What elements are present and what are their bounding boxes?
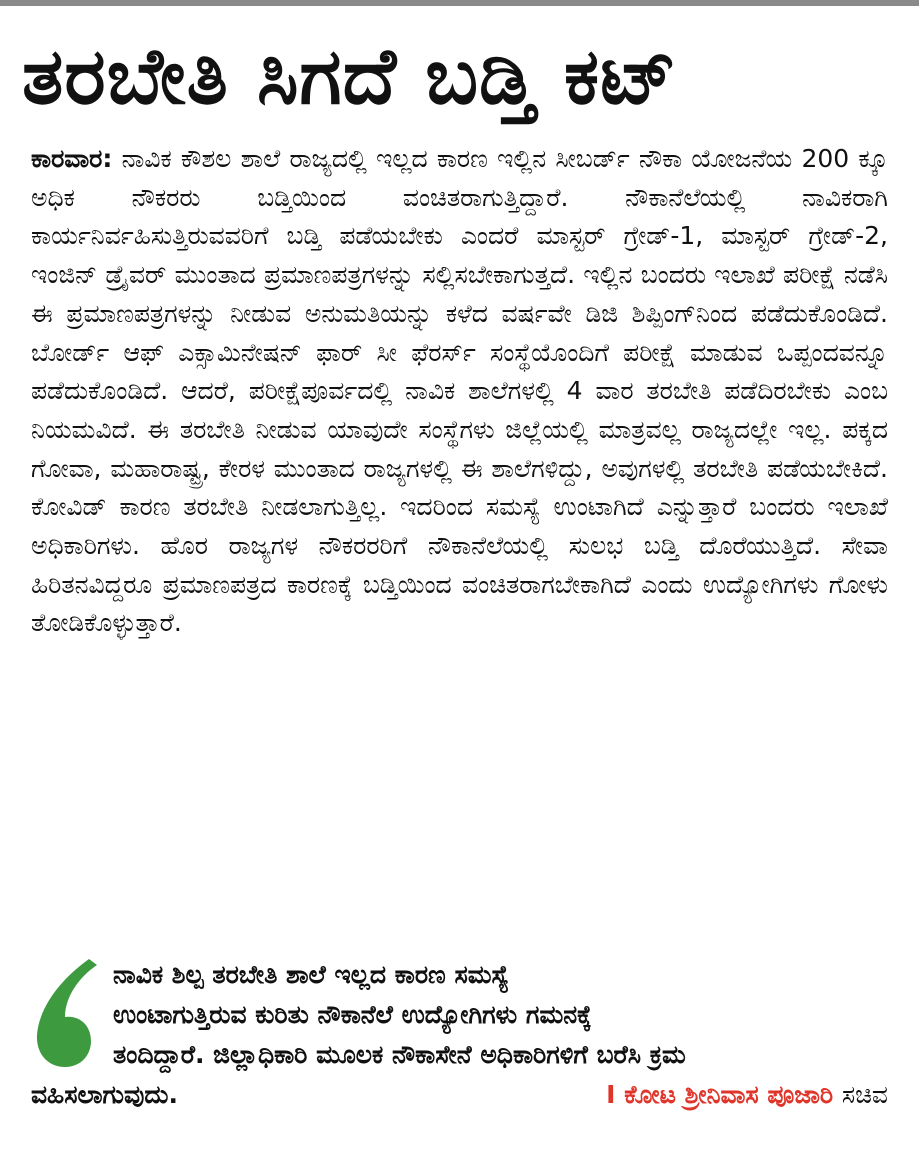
attribution-bar: I: [606, 1080, 616, 1109]
attribution-name: ಕೋಟ ಶ್ರೀನಿವಾಸ ಪೂಜಾರಿ: [624, 1080, 834, 1109]
pull-quote-line-2: ಉಂಟಾಗುತ್ತಿರುವ ಕುರಿತು ನೌಕಾನೆಲೆ ಉದ್ಯೋಗಿಗಳು ಗಮನಕ್ಕೆ: [113, 1000, 592, 1029]
opening-quote-icon: [31, 955, 111, 1070]
top-rule: [0, 0, 919, 6]
article-body: [31, 140, 888, 945]
pull-quote-line-1: ನಾವಿಕ ಶಿಲ್ಪ ತರಬೇತಿ ಶಾಲೆ ಇಲ್ಲದ ಕಾರಣ ಸಮಸ್ಯೆ: [113, 960, 510, 989]
quote-attribution: [524, 1075, 888, 1115]
pull-quote: [31, 955, 888, 1145]
article-headline: ತರಬೇತಿ ಸಿಗದೆ ಬಡ್ತಿ ಕಟ್: [22, 32, 678, 122]
pull-quote-line-3: ತಂದಿದ್ದಾರೆ. ಜಿಲ್ಲಾಧಿಕಾರಿ ಮೂಲಕ ನೌಕಾಸೇನೆ ಅಧಿಕಾರಿಗಳಿಗೆ ಬರೆಸಿ ಕ್ರಮ: [113, 1040, 686, 1069]
attribution-role: ಸಚಿವ: [841, 1080, 888, 1109]
pull-quote-line-4: ವಹಿಸಲಾಗುವುದು.: [31, 1080, 178, 1109]
article-body-text: ನಾವಿಕ ಕೌಶಲ ಶಾಲೆ ರಾಜ್ಯದಲ್ಲಿ ಇಲ್ಲದ ಕಾರಣ ಇಲ್ಲಿನ ಸೀಬರ್ಡ್ ನೌಕಾ ಯೋಜನೆಯ 200 ಕ್ಕೂ ಅಧಿಕ ನೌಕರರು ಬಡ್ತಿಯಿಂದ ವಂಚಿತರಾಗುತ್ತಿದ್ದಾರೆ. ನೌಕಾನೆಲೆಯಲ್ಲಿ ನಾವಿಕರಾಗಿ ಕಾರ್ಯನಿರ್ವಹಿಸುತ್ತಿರುವವರಿಗೆ ಬಡ್ತಿ ಪಡೆಯಬೇಕು ಎಂದರೆ ಮಾಸ್ಟರ್ ಗ್ರೇಡ್-1, ಮಾಸ್ಟರ್ ಗ್ರೇಡ್-2, ಇಂಜಿನ್ ಡ್ರೈವರ್ ಮುಂತಾದ ಪ್ರಮಾಣಪತ್ರಗಳನ್ನು ಸಲ್ಲಿಸಬೇಕಾಗುತ್ತದೆ. ಇಲ್ಲಿನ ಬಂದರು ಇಲಾಖೆ ಪರೀಕ್ಷೆ ನಡೆಸಿ ಈ ಪ್ರಮಾಣಪತ್ರಗಳನ್ನು ನೀಡುವ ಅನುಮತಿಯನ್ನು ಕಳೆದ ವರ್ಷವೇ ಡಿಜಿ ಶಿಪ್ಪಿಂಗ್‌ನಿಂದ ಪಡೆದುಕೊಂಡಿದೆ. ಬೋರ್ಡ್ ಆಫ್ ಎಕ್ಸಾಮಿನೇಷನ್ ಫಾರ್ ಸೀ ಫೆರರ್ಸ್ ಸಂಸ್ಥೆಯೊಂದಿಗೆ ಪರೀಕ್ಷೆ ಮಾಡುವ ಒಪ್ಪಂದವನ್ನೂ ಪಡೆದುಕೊಂಡಿದೆ. ಆದರೆ, ಪರೀಕ್ಷೆಪೂರ್ವದಲ್ಲಿ ನಾವಿಕ ಶಾಲೆಗಳಲ್ಲಿ 4 ವಾರ ತರಬೇತಿ ಪಡೆದಿರಬೇಕು ಎಂಬ ನಿಯಮವಿದೆ. ಈ ತರಬೇತಿ ನೀಡುವ ಯಾವುದೇ ಸಂಸ್ಥೆಗಳು ಜಿಲ್ಲೆಯಲ್ಲಿ ಮಾತ್ರವಲ್ಲ ರಾಜ್ಯದಲ್ಲೇ ಇಲ್ಲ. ಪಕ್ಕದ ಗೋವಾ, ಮಹಾರಾಷ್ಟ್ರ, ಕೇರಳ ಮುಂತಾದ ರಾಜ್ಯಗಳಲ್ಲಿ ಈ ಶಾಲೆಗಳಿದ್ದು, ಅವುಗಳಲ್ಲಿ ತರಬೇತಿ ಪಡೆಯಬೇಕಿದೆ. ಕೋವಿಡ್ ಕಾರಣ ತರಬೇತಿ ನೀಡಲಾಗುತ್ತಿಲ್ಲ. ಇದರಿಂದ ಸಮಸ್ಯೆ ಉಂಟಾಗಿದೆ ಎನ್ನುತ್ತಾರೆ ಬಂದರು ಇಲಾಖೆ ಅಧಿಕಾರಿಗಳು. ಹೊರ ರಾಜ್ಯಗಳ ನೌಕರರರಿಗೆ ನೌಕಾನೆಲೆಯಲ್ಲಿ ಸುಲಭ ಬಡ್ತಿ ದೊರೆಯುತ್ತಿದೆ. ಸೇವಾ ಹಿರಿತನವಿದ್ದರೂ ಪ್ರಮಾಣಪತ್ರದ ಕಾರಣಕ್ಕೆ ಬಡ್ತಿಯಿಂದ ವಂಚಿತರಾಗಬೇಕಾಗಿದೆ ಎಂದು ಉದ್ಯೋಗಿಗಳು ಗೋಳು ತೋಡಿಕೊಳ್ಳುತ್ತಾರೆ.: [31, 144, 888, 638]
pull-quote-text: [31, 955, 888, 1115]
article-dateline: ಕಾರವಾರ:: [31, 144, 113, 173]
